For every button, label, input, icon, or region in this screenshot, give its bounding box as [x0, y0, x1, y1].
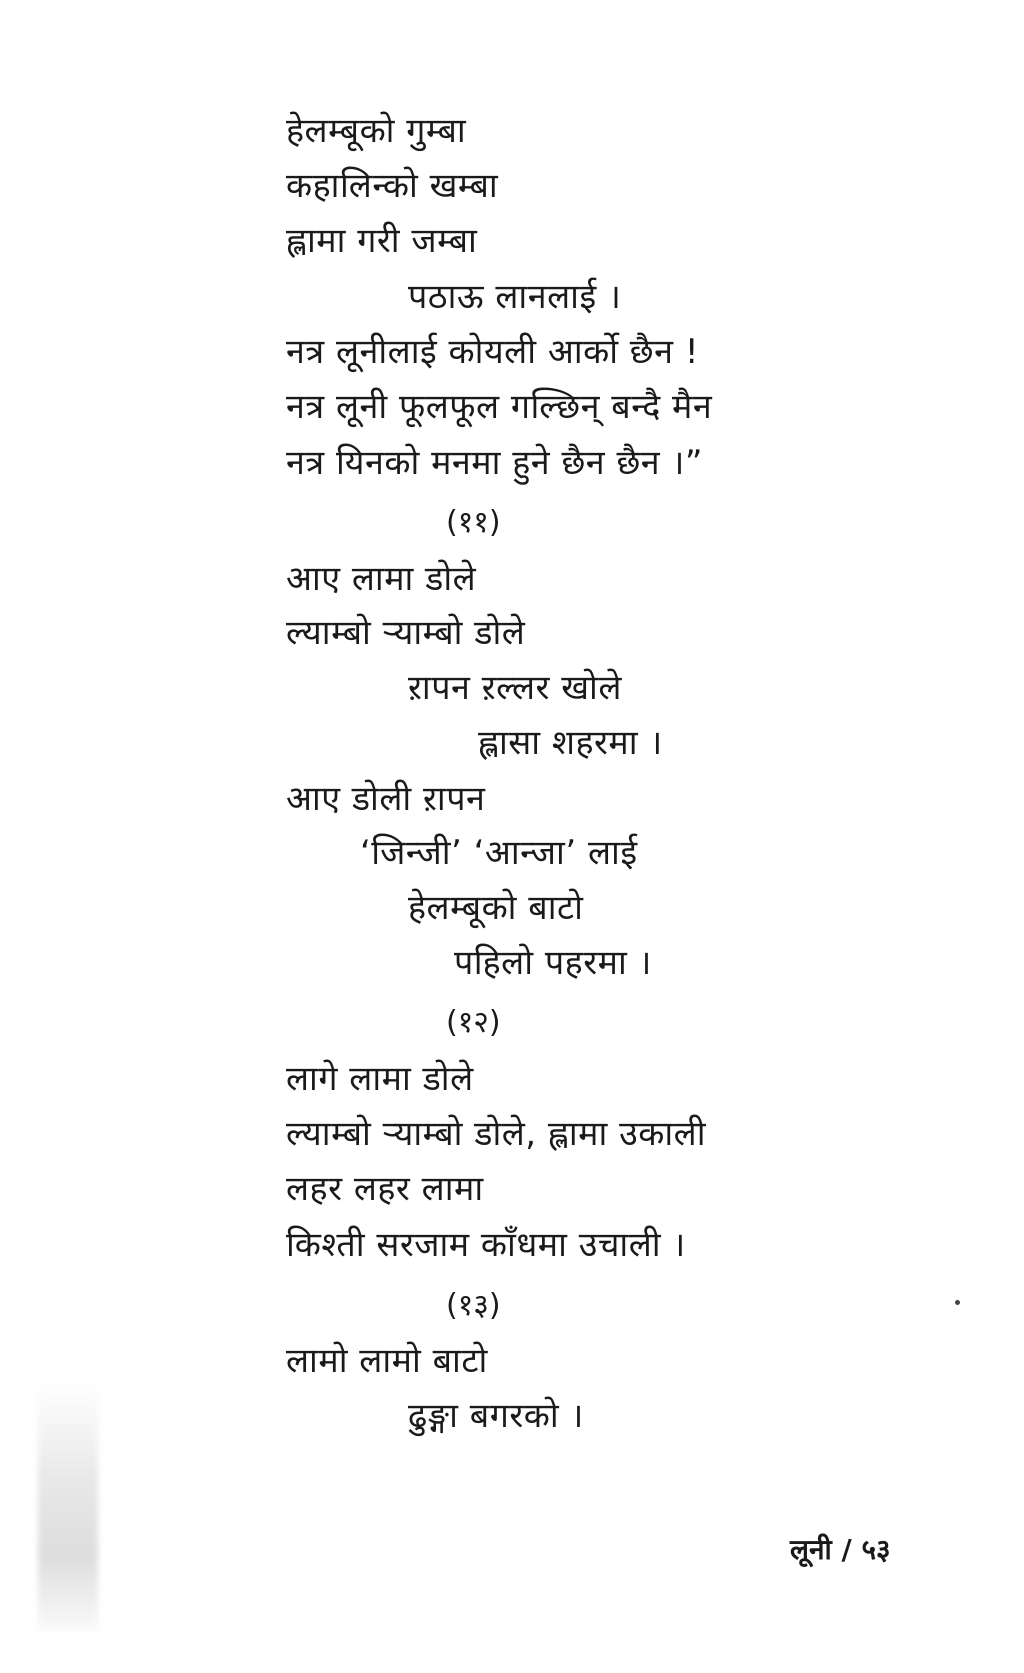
poem-line: लागे लामा डोले: [286, 1059, 474, 1099]
poem-line: ढुङ्गा बगरको ।: [408, 1396, 584, 1436]
poem-line: ऱापन ऱल्लर खोले: [408, 668, 622, 708]
poem-line: लहर लहर लामा: [286, 1169, 484, 1209]
poem-line: ‘जिन्जी’ ‘आन्जा’ लाई: [360, 833, 638, 873]
poem-line: ह्लामा गरी जम्बा: [286, 221, 478, 261]
stanza-number: (११): [446, 505, 501, 540]
scan-speck: [955, 1300, 960, 1305]
poem-line: नत्र लूनीलाई कोयली आर्को छैन !: [286, 332, 699, 372]
poem-line: ह्लासा शहरमा ।: [478, 723, 663, 763]
poem-line: ल्याम्बो ऱ्याम्बो डोले, ह्लामा उकाली: [286, 1114, 707, 1154]
page-footer: लूनी / ५३: [790, 1533, 891, 1566]
poem-line: हेलम्बूको बाटो: [408, 888, 584, 928]
poem-line: नत्र लूनी फूलफूल गल्छिन् बन्दै मैन: [286, 387, 713, 427]
poem-line: पहिलो पहरमा ।: [454, 943, 652, 983]
poem-line: किश्ती सरजाम काँधमा उचाली ।: [286, 1225, 686, 1265]
stanza-number: (१२): [446, 1005, 501, 1040]
poem-line: आए लामा डोले: [286, 559, 477, 599]
poem-line: नत्र यिनको मनमा हुने छैन छैन ।”: [286, 443, 703, 483]
poem-line: हेलम्बूको गुम्बा: [286, 111, 467, 151]
poem-line: ल्याम्बो ऱ्याम्बो डोले: [286, 613, 526, 653]
poem-line: आए डोली ऱापन: [286, 779, 486, 819]
poem-line: पठाऊ लानलाई ।: [408, 277, 622, 317]
scan-smudge: [38, 1380, 98, 1630]
poem-line: लामो लामो बाटो: [286, 1341, 488, 1381]
poem-line: कहालिन्को खम्बा: [286, 166, 499, 206]
stanza-number: (१३): [446, 1288, 501, 1323]
